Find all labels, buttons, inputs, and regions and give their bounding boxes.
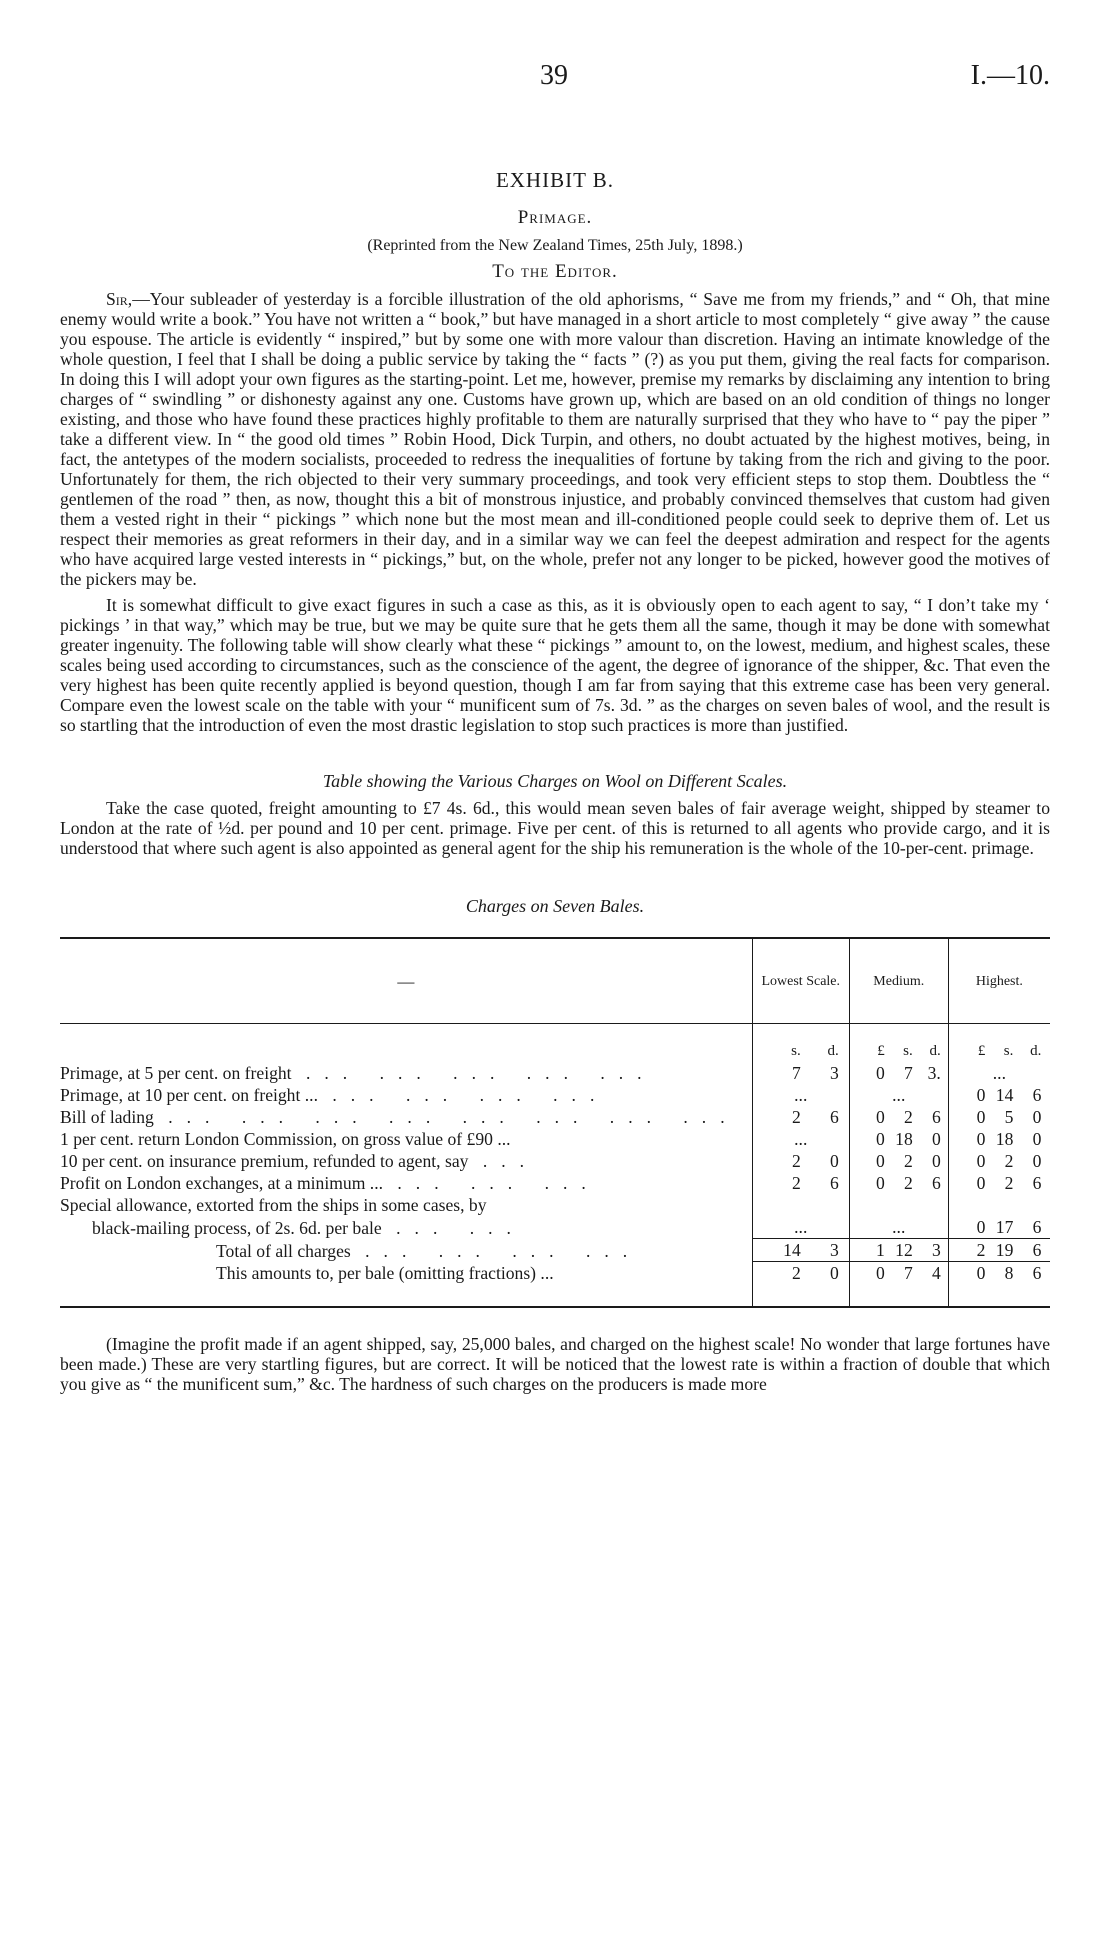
- paragraph-1-text: —Your subleader of yesterday is a forcible illustration of the old aphorisms, “ Save me from my friends,” and “ Oh, that mine enemy would write a book.” You have not written a “ book,” but have managed in a short article to most completely “ give away ” the cause you espouse. The article is evidently “ inspired,” but by some one with more valour than discretion. Having an intimate knowledge of the whole question, I feel that I shall be doing a public service by taking the “ facts ” (?) as you put them, giving the real facts for comparison. In doing this I will adopt your own figures as the starting-point. Let me, however, premise my remarks by disclaiming any intention to bring charges of “ swindling ” or dishonesty against any one. Customs have grown up, which are based on an old condition of things no longer existing, and those who have found these practices highly profitable to them are naturally surprised that they who have to “ pay the piper ” take a different view. In “ the good old times ” Robin Hood, Dick Turpin, and others, no doubt actuated by the highest motives, being, in fact, the antetypes of the modern socialists, proceeded to redress the inequalities of fortune by taking from the rich and giving to the poor. Unfortunately for them, the rich objected to their very summary proceedings, and took very efficient steps to stop them. Doubtless the “ gentlemen of the road ” then, as now, thought this a bit of monstrous injustice, and probably convinced themselves that custom had given them a vested right in their “ pickings ” which none but the most mean and ill-conditioned people could seek to deprive them of. Let us respect their memories as great reformers in their day, and in a similar way we can feel the deepest admiration and respect for the agents who have acquired large vested interests in “ pickings,” but, on the whole, prefer not any longer to be picked, however good the motives of the pickers may be.: [60, 289, 1050, 589]
- units-medium: £ s. d.: [849, 1024, 948, 1063]
- table-row: Primage, at 5 per cent. on freight ... ... ... ... ... 7 3 0 7 3. ...: [60, 1062, 1050, 1084]
- header-highest: Highest.: [948, 938, 1050, 1024]
- table-header-row: [60, 938, 1050, 1024]
- per-bale-row: This amounts to, per bale (omitting fractions) ... 2 0 0 7 4 0 8 6: [60, 1262, 1050, 1285]
- exhibit-title: EXHIBIT B.: [495, 168, 615, 192]
- page-header: [60, 60, 1050, 100]
- table-row: 10 per cent. on insurance premium, refunded to agent, say ... 2 0 0 2 0 0 2 0: [60, 1150, 1050, 1172]
- letter-opening: Sir,: [106, 289, 133, 309]
- subject-heading: Primage.: [517, 207, 593, 228]
- document-page: [60, 60, 1050, 1394]
- table-row: Primage, at 10 per cent. on freight ... ... ... ... ... ... ... 0 14 6: [60, 1084, 1050, 1106]
- table-row: Profit on London exchanges, at a minimum ... ... ... ... 2 6 0 2 6 0 2 6: [60, 1172, 1050, 1194]
- letter-paragraph-2: It is somewhat difficult to give exact figures in such a case as this, as it is obviously open to each agent to say, “ I don’t take my ‘ pickings ’ in that way,” which may be true, but we may be quite sure that he gets them all the same, though it may be done with somewhat greater ingenuity. The following table will show clearly what these “ pickings ” amount to, on the lowest, medium, and highest scales, these scales being used according to circumstances, such as the conscience of the agent, the degree of ignorance of the shipper, &c. That even the very highest has been quite recently applied is beyond question, though I am far from saying that this extreme case has been very general. Compare even the lowest scale on the table with your “ munificent sum of 7s. 3d. ” as the charges on seven bales of wool, and the result is so startling that the introduction of even the most drastic legislation to stop such practices is more than justified.: [60, 595, 1050, 735]
- total-row: Total of all charges ... ... ... ... 14 3 1 12 3 2 19 6: [60, 1239, 1050, 1262]
- document-reference: I.—10.: [970, 60, 1050, 91]
- page-number: 39: [540, 60, 568, 91]
- units-row: [60, 1024, 1050, 1063]
- table-row: Bill of lading ... ... ... ... ... ... ... ... 2 6 0 2 6 0 5 0: [60, 1106, 1050, 1128]
- salutation-heading: To the Editor.: [492, 261, 618, 282]
- table-heading: Table showing the Various Charges on Wool on Different Scales.: [322, 771, 788, 791]
- letter-paragraph-3: Take the case quoted, freight amounting to £7 4s. 6d., this would mean seven bales of fair average weight, shipped by steamer to London at the rate of ½d. per pound and 10 per cent. primage. Five per cent. of this is returned to all agents who provide cargo, and it is understood that where such agent is also appointed as general agent for the ship his remuneration is the whole of the 10-per-cent. primage.: [60, 798, 1050, 858]
- header-medium: Medium.: [849, 938, 948, 1024]
- letter-paragraph-4: (Imagine the profit made if an agent shipped, say, 25,000 bales, and charged on the highest scale! No wonder that large fortunes have been made.) These are very startling figures, but are correct. It will be noticed that the lowest rate is within a fraction of double that which you give as “ the munificent sum,” &c. The hardness of such charges on the producers is made more: [60, 1334, 1050, 1394]
- charges-caption: Charges on Seven Bales.: [465, 896, 645, 916]
- table-row: black-mailing process, of 2s. 6d. per bale ... ... ... ... 0 17 6: [60, 1216, 1050, 1239]
- table-end-rule: [60, 1284, 1050, 1307]
- units-lowest: s. d.: [752, 1024, 849, 1063]
- units-highest: £ s. d.: [948, 1024, 1050, 1063]
- header-lowest: Lowest Scale.: [752, 938, 849, 1024]
- table-row: Special allowance, extorted from the ships in some cases, by: [60, 1194, 1050, 1216]
- charges-table: [60, 937, 1050, 1308]
- header-blank: —: [60, 938, 752, 1024]
- reprint-note: (Reprinted from the New Zealand Times, 25th July, 1898.): [367, 237, 743, 254]
- letter-paragraph-1: [60, 289, 1050, 589]
- table-row: 1 per cent. return London Commission, on gross value of £90 ... ... 0 18 0 0 18 0: [60, 1128, 1050, 1150]
